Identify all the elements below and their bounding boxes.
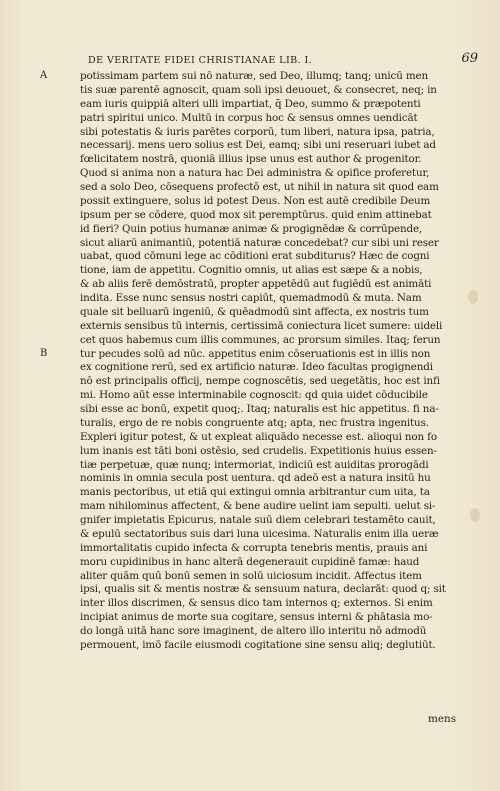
text-line: patri spiritui unico. Multū in corpus hoc & sensus omnes uendicāt	[80, 111, 418, 124]
margin-marker-b: B	[40, 348, 48, 359]
margin-marker-a: A	[40, 70, 48, 81]
text-line: turalis, ergo de re nobis congruente atq; apta, nec frustra ingenitus.	[80, 416, 429, 429]
text-line: necessarij. mens uero solius est Dei, eamq; sibi uni reseruari iubet ad	[80, 139, 436, 152]
text-line: possit extinguere, solus id potest Deus. Non est autē credibile Deum	[80, 194, 431, 207]
text-line: mi. Homo aūt esse interminabile cognoscit: qd quia uidet cōducibile	[80, 389, 428, 402]
text-line: aliter quām quū bonū semen in solū uiciosum incidit. Affectus item	[80, 569, 422, 582]
text-line: sicut aliarū animantiū, potentiā naturæ concedebat? cur sibi uni reser	[80, 236, 439, 249]
text-line: & epulū sectatoribus suis dari luna uicesima. Naturalis enim illa ueræ	[80, 527, 439, 540]
text-line: gnifer impietatis Epicurus, natale suū diem celebrari testamēto cauit,	[80, 514, 436, 526]
text-line: tione, iam de appetitu. Cognitio omnis, ut alias est sæpe & a nobis,	[80, 264, 423, 277]
text-line: eam iuris quippiā alteri ulli impartiat, q̄ Deo, summo & præpotenti	[80, 97, 421, 110]
text-line: manis pectoribus, ut etiā qui extingui omnia arbitrantur cum uita, ta	[80, 486, 430, 499]
text-line: sibi esse ac bonū, expetit quoq;. Itaq; naturalis est hic appetitus. fi na-	[80, 403, 439, 415]
body-text	[80, 70, 475, 653]
text-line: indita. Esse nunc sensus nostri capiūt, quemadmodū & muta. Nam	[80, 292, 422, 304]
page-header	[88, 51, 478, 71]
text-line: tiæ perpetuæ, quæ nunq; intermoriat, indiciū est auiditas prorogādi	[80, 458, 429, 471]
text-line: moru cupidinibus in hanc alterā degenerauit cupidinē famæ: haud	[80, 555, 420, 568]
text-line: externis sensibus tū internis, certissimā coniectura licet sumere: uideli	[80, 319, 443, 332]
text-line: inter illos discrimen, & sensus dico tam internos q; externos. Si enim	[80, 597, 433, 610]
text-line: incipiat animus de morte sua cogitare, sensus interni & phātasia mo-	[80, 611, 433, 624]
text-line: lum inanis est tāti boni ostēsio, sed crudelis. Expetitionis huius essen-	[80, 444, 437, 457]
text-line: Quod si anima non a natura hac Dei administra & opifice proferetur,	[80, 167, 430, 180]
text-line: id fieri? Quin potius humanæ animæ & progignēdæ & corrūpende,	[80, 222, 423, 235]
text-line: Expleri igitur potest, & ut expleat aliquādo necesse est. alioqui non fo	[80, 430, 437, 443]
text-line: fœlicitatem nostrā, quoniā illius ipse unus est author & progenitor.	[80, 153, 422, 166]
text-line: & ab aliis ferē demōstratū, propter appetēdū aut fugiēdū est animāti	[80, 278, 432, 291]
folio-number: 69	[461, 51, 478, 66]
text-line: cet quos habemus cum illis communes, ac prorsum similes. Itaq; ferun	[80, 333, 441, 346]
text-line: uabat, quod cōmuni lege ac cōditioni erat subditurus? Hæc de cogni	[80, 250, 430, 263]
running-head: DE VERITATE FIDEI CHRISTIANAE LIB. I.	[88, 55, 313, 66]
text-line: ipsum per se cōdere, quod mox sit peremptūrus. quid enim attinebat	[80, 208, 432, 221]
text-line: nominis in omnia secula post uentura. qd adeō est a natura insitū hu	[80, 472, 431, 485]
text-line: potissimam partem sui nō naturæ, sed Deo, illumq; tanq; unicū men	[80, 70, 428, 82]
text-line: quale sit belluarū ingeniū, & quēadmodū sint affecta, ex nostris tum	[80, 305, 429, 318]
text-line: mam nihilominus affectent, & bene audire uelint iam sepulti. uelut si-	[80, 500, 436, 513]
text-line: permouent, imō facile eiusmodi cogitatione sine sensu aliq; deglutiūt.	[80, 638, 436, 651]
text-line: do longā uitā hanc sore imaginent, de altero illo interitu nō admodū	[80, 625, 427, 637]
catchword: mens	[428, 713, 457, 725]
text-line: tis suæ parentē agnoscit, quam soli ipsi deuouet, & consecret, neq; in	[80, 83, 437, 96]
text-line: sibi potestatis & iuris parētes corporū, tum liberi, natura ipsa, patria,	[80, 125, 435, 138]
text-line: nō est principalis officij, nempe cognoscētis, sed uegetātis, hoc est infi	[80, 375, 440, 388]
text-line: tur pecudes solū ad nūc. appetitus enim cōseruationis est in illis non	[80, 347, 431, 360]
text-line: immortalitatis cupido infecta & corrupta tenebris mentis, prauis ani	[80, 541, 428, 554]
text-line: ex cognitione rerū, sed ex artificio naturæ. Ideo facultas progignendi	[80, 361, 433, 374]
text-line: sed a solo Deo, cōsequens profectō est, ut nihil in natura sit quod eam	[80, 181, 439, 193]
text-line: ipsi, qualis sit & mentis nostræ & sensuum natura, declarāt: quod q; sit	[80, 583, 446, 596]
